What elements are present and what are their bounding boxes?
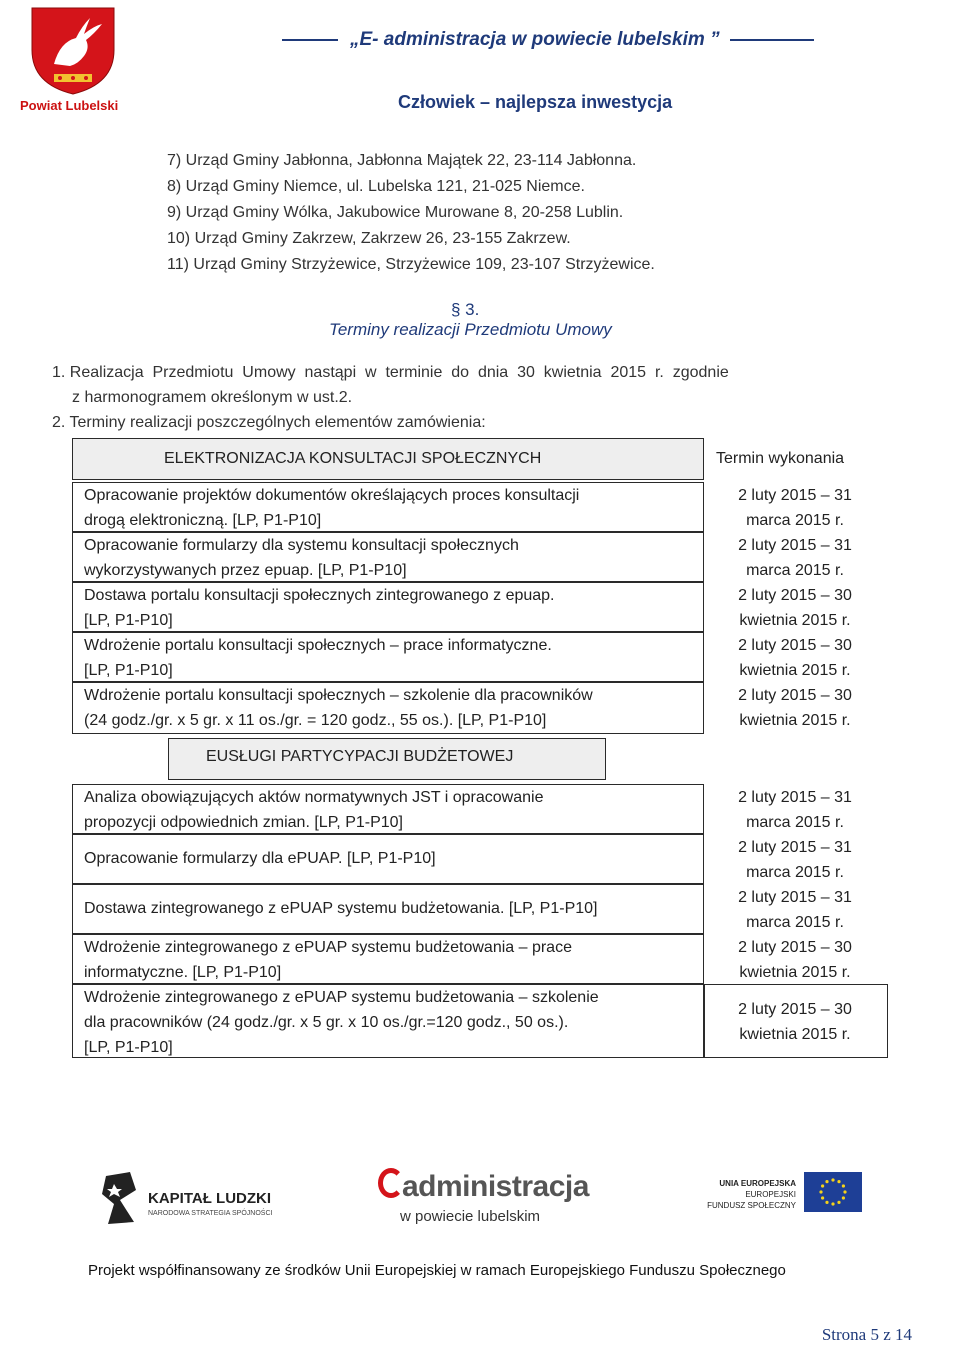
task-deadline: 2 luty 2015 – 31 marca 2015 r.	[738, 537, 852, 579]
paragraph-1-line-1: 1. Realizacja Przedmiotu Umowy nastąpi w terminie do dnia 30 kwietnia 2015 r. zgodnie	[52, 364, 729, 381]
task-deadline: 2 luty 2015 – 31 marca 2015 r.	[738, 889, 852, 931]
header-title-text: „E- administracja w powiecie lubelskim ”	[350, 29, 720, 50]
page-number: Strona 5 z 14	[821, 1325, 912, 1344]
task-description: Dostawa zintegrowanego z ePUAP systemu budżetowania. [LP, P1-P10]	[84, 900, 598, 917]
task-deadline: 2 luty 2015 – 30 kwietnia 2015 r.	[738, 587, 852, 629]
e-administracja-subtitle: w powiecie lubelskim	[400, 1208, 541, 1225]
office-item: 11) Urząd Gminy Strzyżewice, Strzyżewice 109, 23-107 Strzyżewice.	[167, 256, 655, 273]
powiat-crest-logo	[24, 4, 122, 96]
crest-caption: Powiat Lubelski	[20, 98, 119, 113]
task-deadline: 2 luty 2015 – 31 marca 2015 r.	[738, 487, 852, 529]
header-rule-right	[730, 39, 814, 41]
footer-funding-note: Projekt współfinansowany ze środków Unii Europejskiej w ramach Europejskiego Funduszu Społecznego	[88, 1262, 786, 1279]
task-description: Wdrożenie portalu konsultacji społecznych – prace informatyczne. [LP, P1-P10]	[84, 637, 552, 679]
task-description: Opracowanie formularzy dla systemu konsultacji społecznych wykorzystywanych przez epuap. [LP, P1-P10]	[84, 537, 519, 579]
paragraph-2: 2. Terminy realizacji poszczególnych elementów zamówienia:	[52, 414, 486, 431]
task-description: Wdrożenie zintegrowanego z ePUAP systemu budżetowania – prace informatyczne. [LP, P1-P10]	[84, 939, 572, 981]
kapital-ludzki-title: KAPITAŁ LUDZKI	[148, 1190, 272, 1207]
table-header-left: ELEKTRONIZACJA KONSULTACJI SPOŁECZNYCH	[164, 450, 542, 467]
paragraph-1-line-2: z harmonogramem określonym w ust.2.	[72, 389, 353, 406]
task-description: Opracowanie projektów dokumentów określających proces konsultacji drogą elektroniczną. [LP, P1-P10]	[84, 487, 580, 529]
task-description: Analiza obowiązujących aktów normatywnych JST i opracowanie propozycji odpowiednich zmian. [LP, P1-P10]	[84, 789, 544, 831]
task-deadline: 2 luty 2015 – 30 kwietnia 2015 r.	[738, 687, 852, 729]
eu-text: UNIA EUROPEJSKA EUROPEJSKI FUNDUSZ SPOŁECZNY	[707, 1179, 796, 1210]
task-description: Wdrożenie portalu konsultacji społecznych – szkolenie dla pracowników (24 godz./gr. x 5 gr. x 11 os./gr. = 120 godz., 55 os.). [LP, P1-P10]	[84, 687, 593, 729]
task-deadline: 2 luty 2015 – 30 kwietnia 2015 r.	[738, 939, 852, 981]
header-title	[282, 29, 822, 51]
e-administracja-word: administracja	[402, 1170, 589, 1203]
task-deadline: 2 luty 2015 – 30 kwietnia 2015 r.	[738, 1001, 852, 1043]
office-item: 7) Urząd Gminy Jabłonna, Jabłonna Majątek 22, 23-114 Jabłonna.	[167, 152, 637, 169]
task-description: Dostawa portalu konsultacji społecznych zintegrowanego z epuap. [LP, P1-P10]	[84, 587, 555, 629]
task-deadline: 2 luty 2015 – 31 marca 2015 r.	[738, 789, 852, 831]
section-mark: § 3.	[451, 300, 480, 319]
kapital-ludzki-subtitle: NARODOWA STRATEGIA SPÓJNOŚCI	[148, 1210, 273, 1217]
header-rule-left	[282, 39, 338, 41]
group-2-header: EUSŁUGI PARTYCYPACJI BUDŻETOWEJ	[206, 748, 514, 765]
task-description: Wdrożenie zintegrowanego z ePUAP systemu budżetowania – szkolenie dla pracowników (24 godz./gr. x 5 gr. x 10 os./gr.=120 godz., 50 os.). [LP, P1-P10]	[84, 989, 599, 1056]
office-item: 8) Urząd Gminy Niemce, ul. Lubelska 121, 21-025 Niemce.	[167, 178, 585, 195]
eu-flag-icon	[804, 1172, 862, 1212]
table-header-right: Termin wykonania	[716, 450, 845, 467]
kapital-ludzki-emblem-icon	[100, 1170, 140, 1226]
section-title: Terminy realizacji Przedmiotu Umowy	[329, 320, 612, 339]
office-item: 10) Urząd Gminy Zakrzew, Zakrzew 26, 23-155 Zakrzew.	[167, 230, 571, 247]
office-item: 9) Urząd Gminy Wólka, Jakubowice Murowane 8, 20-258 Lublin.	[167, 204, 624, 221]
e-letter-icon	[378, 1168, 404, 1198]
task-deadline: 2 luty 2015 – 31 marca 2015 r.	[738, 839, 852, 881]
task-description: Opracowanie formularzy dla ePUAP. [LP, P1-P10]	[84, 850, 436, 867]
task-deadline: 2 luty 2015 – 30 kwietnia 2015 r.	[738, 637, 852, 679]
header-slogan: Człowiek – najlepsza inwestycja	[398, 92, 673, 112]
